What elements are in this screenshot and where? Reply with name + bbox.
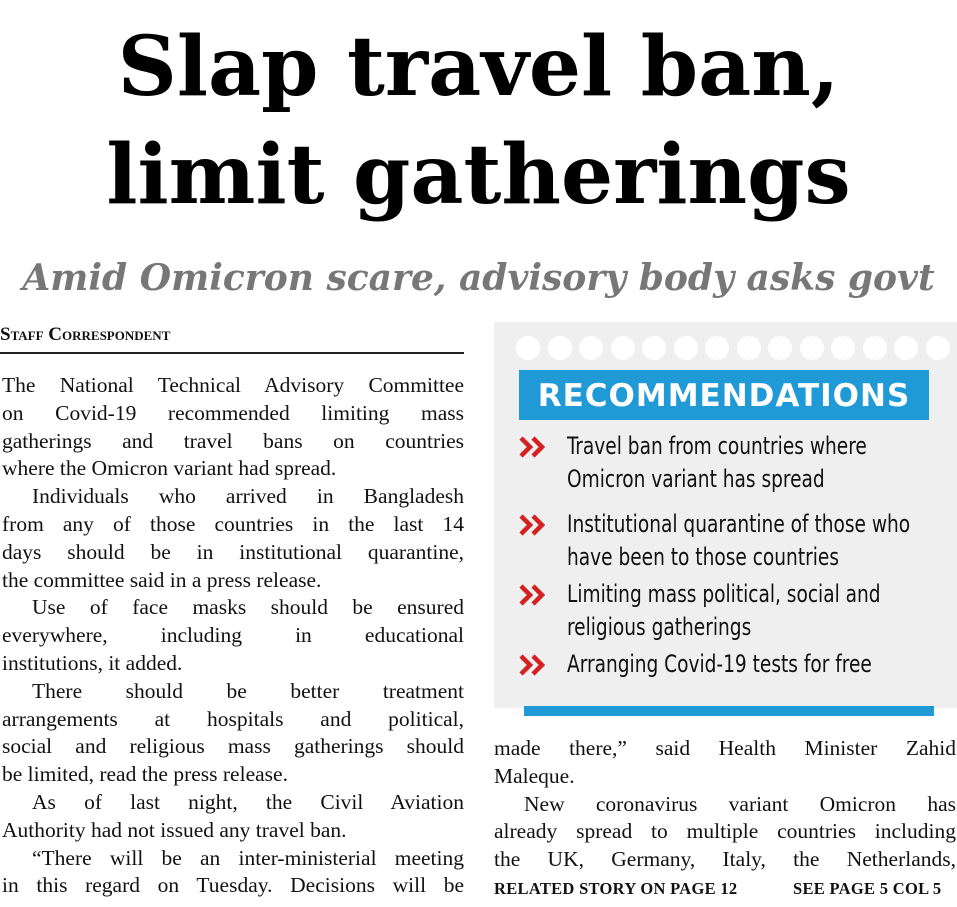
byline: Staff Correspondent — [0, 324, 464, 354]
notepad-hole — [768, 336, 792, 360]
notepad-hole — [737, 336, 761, 360]
article-line: the UK, Germany, Italy, the Netherlands, — [494, 847, 956, 872]
article-line: in this regard on Tuesday. Decisions will be — [2, 873, 464, 898]
double-chevron-icon — [519, 436, 547, 458]
notepad-hole — [642, 336, 666, 360]
recommendations-box — [494, 322, 957, 708]
recommendations-title: RECOMMENDATIONS — [519, 370, 929, 420]
article-line: made there,” said Health Minister Zahid — [494, 736, 956, 760]
article-column-2 — [494, 735, 956, 874]
recommendation-text — [567, 508, 911, 574]
notepad-hole — [548, 336, 572, 360]
double-chevron-icon — [519, 514, 547, 536]
article-line: be limited, read the press release. — [2, 762, 288, 787]
recommendation-line: religious gatherings — [567, 613, 752, 641]
article-line: As of last night, the Civil Aviation — [32, 789, 464, 814]
subheadline: Amid Omicron scare, advisory body asks govt — [22, 257, 935, 299]
notepad-hole — [705, 336, 729, 360]
article-line: Use of face masks should be ensured — [32, 595, 464, 620]
recommendation-text — [567, 648, 894, 681]
article-line: “There will be an inter-ministerial meeting — [32, 845, 464, 870]
notepad-hole — [800, 336, 824, 360]
double-chevron-icon — [519, 584, 547, 606]
article-line: Maleque. — [494, 763, 575, 788]
article-column-1 — [2, 372, 464, 900]
article-line: everywhere, including in educational — [2, 623, 464, 648]
notepad-hole — [863, 336, 887, 360]
article-line: The National Technical Advisory Committee — [2, 373, 464, 397]
double-chevron-icon — [519, 654, 547, 676]
article-line: There should be better treatment — [32, 678, 464, 703]
article-line: already spread to multiple countries including — [494, 819, 956, 844]
notepad-hole — [516, 336, 540, 360]
headline-line-1: Slap travel ban, — [117, 19, 840, 115]
notepad-hole — [926, 336, 950, 360]
recommendation-line: have been to those countries — [567, 543, 839, 571]
notepad-holes — [516, 336, 956, 362]
notepad-hole — [579, 336, 603, 360]
notepad-hole — [674, 336, 698, 360]
recommendation-line: Travel ban from countries where — [567, 432, 867, 460]
recommendation-line: Limiting mass political, social and — [567, 580, 881, 608]
article-line: social and religious mass gatherings should — [2, 734, 464, 759]
headline-line-2: limit gatherings — [106, 127, 851, 223]
article-line: gatherings and travel bans on countries — [2, 428, 464, 453]
recommendation-line: Arranging Covid-19 tests for free — [567, 650, 872, 678]
article-line: Authority had not issued any travel ban. — [2, 817, 347, 842]
related-story-note: RELATED STORY ON PAGE 12 — [494, 879, 738, 898]
notepad-hole — [611, 336, 635, 360]
article-line: where the Omicron variant had spread. — [2, 456, 337, 481]
recommendation-line: Institutional quarantine of those who — [567, 510, 911, 538]
recommendation-text — [567, 430, 894, 496]
article-line: arrangements at hospitals and political, — [2, 706, 464, 731]
recommendations-bottom-bar — [524, 706, 934, 716]
recommendation-line: Omicron variant has spread — [567, 465, 825, 493]
notepad-hole — [831, 336, 855, 360]
continuation-note: SEE PAGE 5 COL 5 — [793, 879, 942, 898]
article-line: Individuals who arrived in Bangladesh — [32, 484, 464, 509]
article-line: from any of those countries in the last 14 — [2, 511, 464, 536]
notepad-hole — [894, 336, 918, 360]
article-line: on Covid-19 recommended limiting mass — [2, 400, 464, 425]
article-line: days should be in institutional quarantine, — [2, 539, 464, 564]
article-line: New coronavirus variant Omicron has — [524, 791, 956, 816]
article-line: the committee said in a press release. — [2, 567, 322, 592]
article-line: institutions, it added. — [2, 650, 183, 675]
recommendation-text — [567, 578, 894, 644]
